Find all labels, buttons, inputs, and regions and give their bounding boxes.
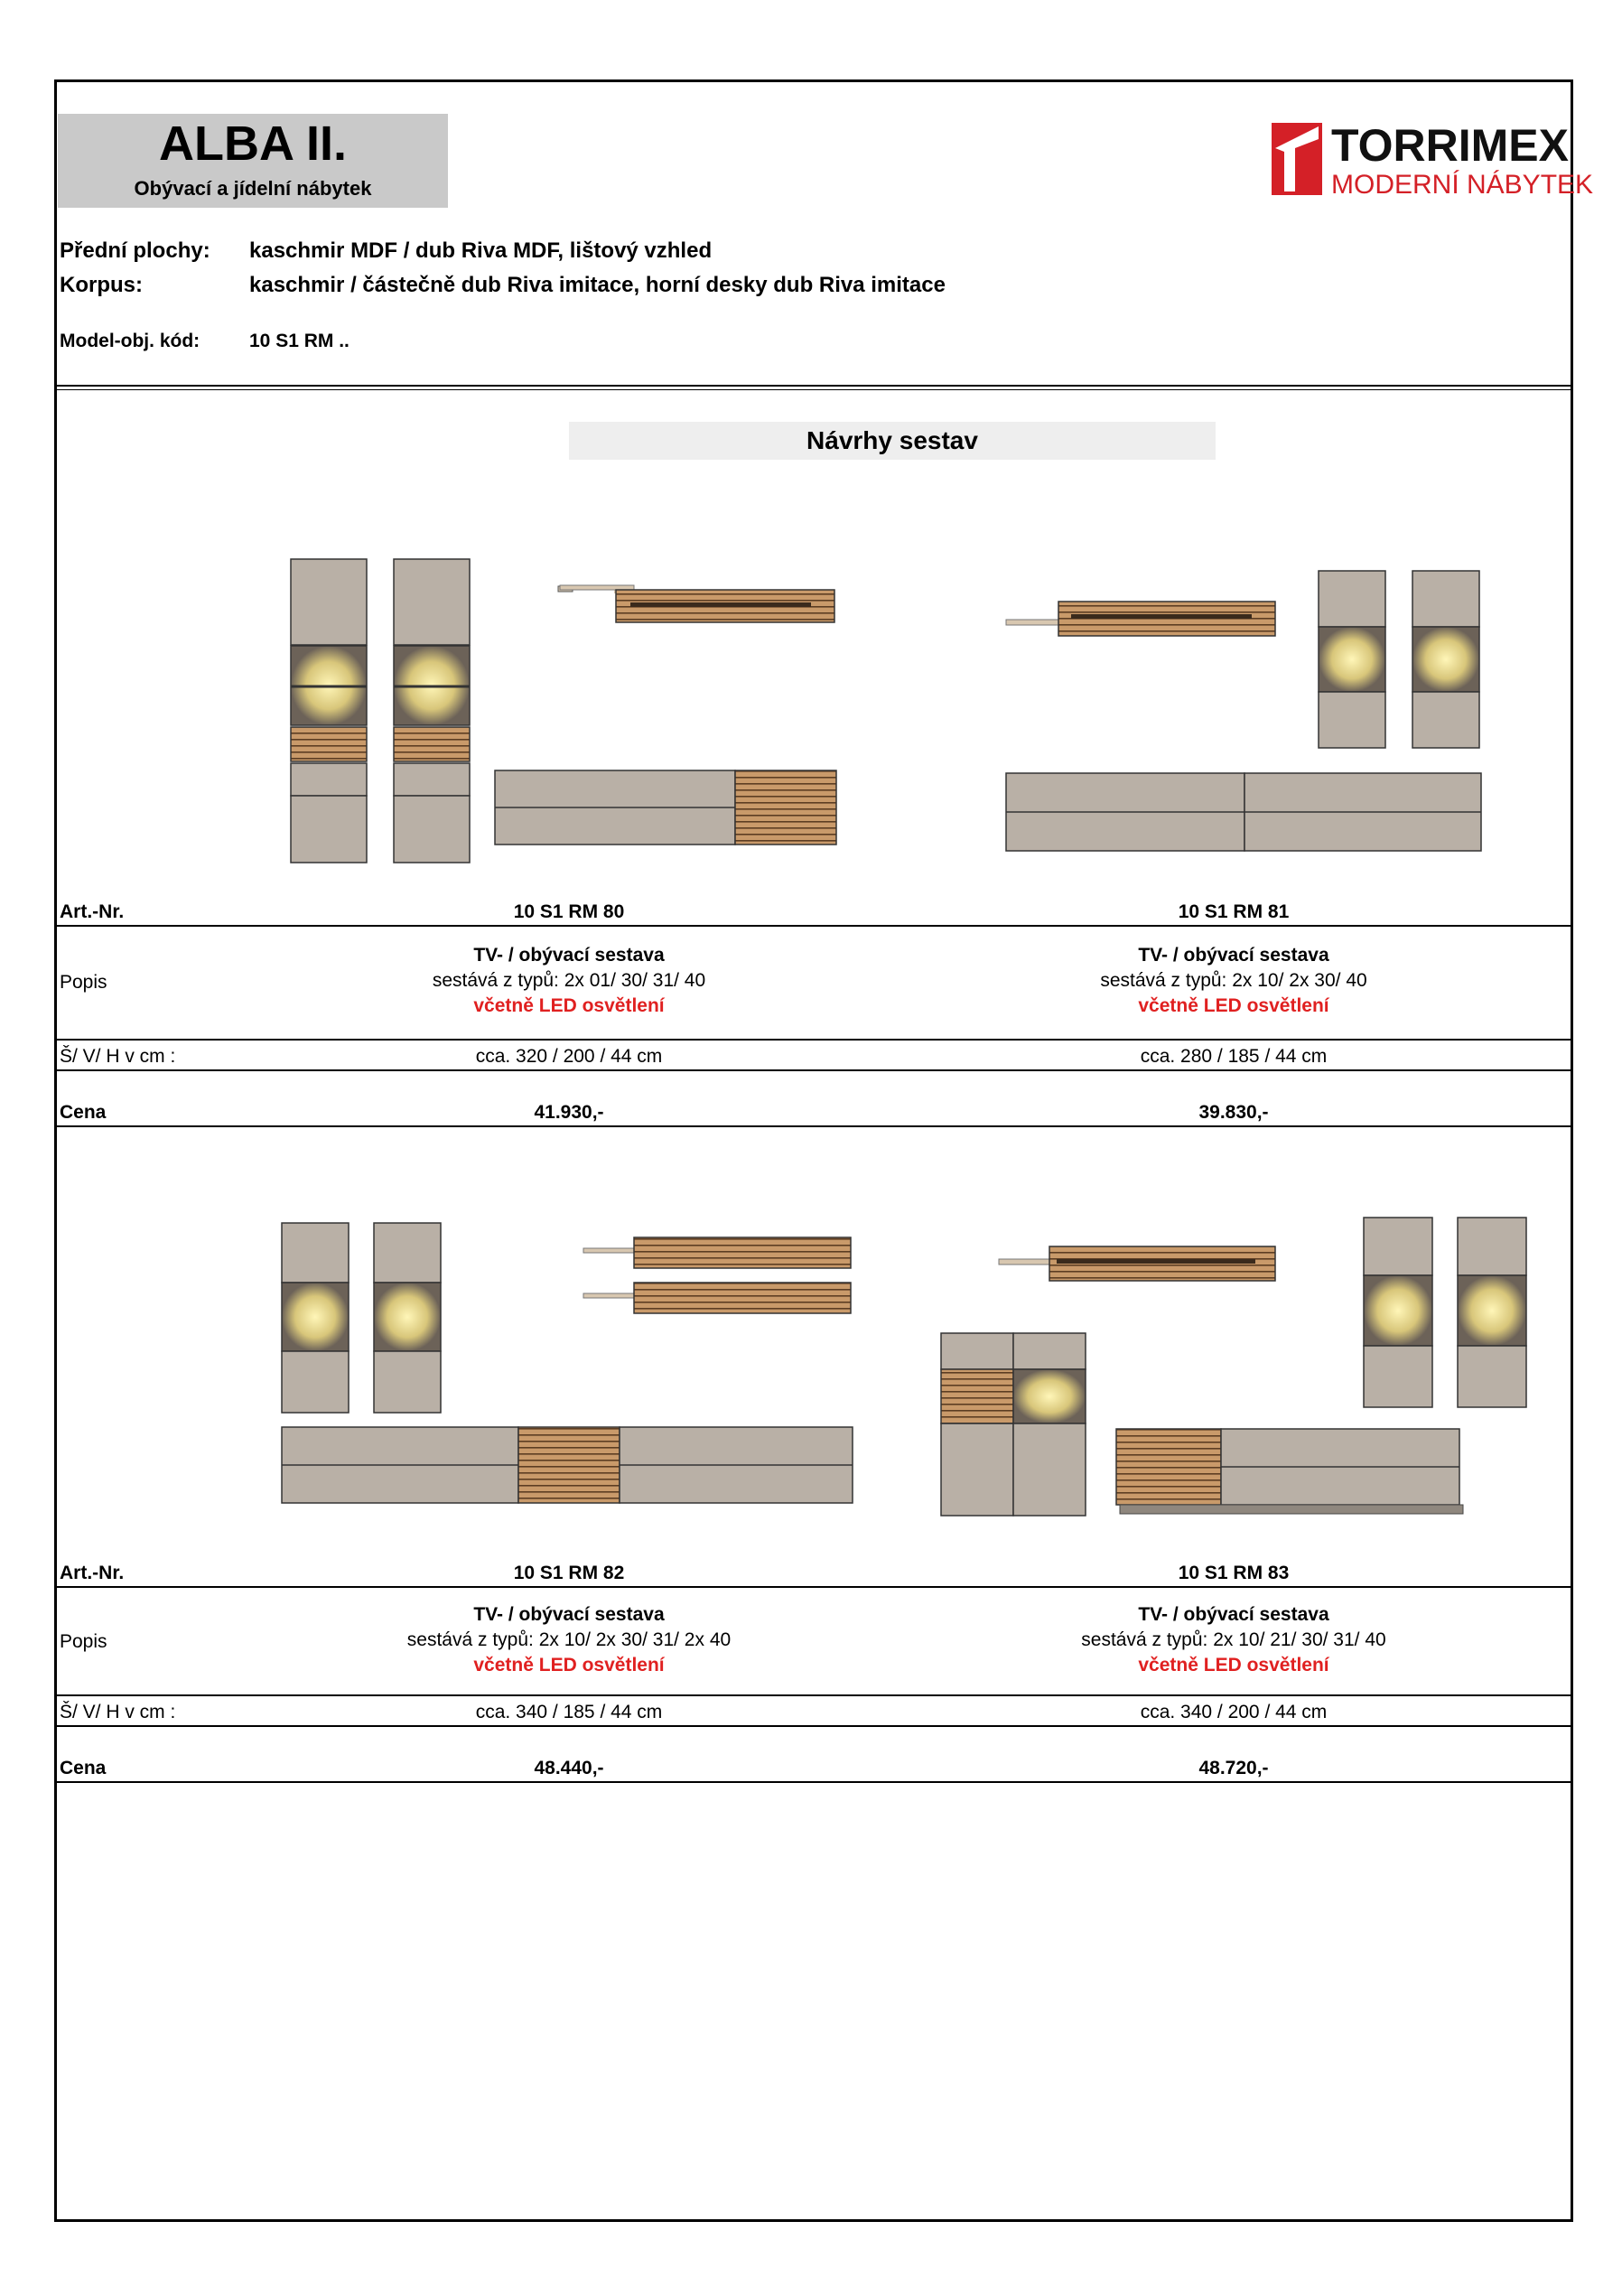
row-divider (54, 1125, 1573, 1127)
dims-label-1: Š/ V/ H v cm : (60, 1046, 176, 1067)
desc-label-2: Popis (60, 1631, 107, 1652)
set-82-drawing (278, 1219, 858, 1513)
set-80-led: včetně LED osvětlení (473, 995, 665, 1016)
set-81-art: 10 S1 RM 81 (1178, 901, 1290, 922)
set-80-art: 10 S1 RM 80 (513, 901, 625, 922)
desc-label-1: Popis (60, 972, 107, 993)
set-82-price: 48.440,- (534, 1758, 604, 1778)
page-frame (54, 79, 1573, 2222)
row-divider (54, 1725, 1573, 1727)
row-divider (54, 1781, 1573, 1783)
set-83-type: TV- / obývací sestava (1138, 1604, 1329, 1625)
set-81-led: včetně LED osvětlení (1138, 995, 1329, 1016)
front-label: Přední plochy: (60, 238, 210, 263)
dims-label-2: Š/ V/ H v cm : (60, 1702, 176, 1722)
model-label: Model-obj. kód: (60, 331, 200, 351)
set-80-drawing (287, 555, 847, 872)
set-81-price: 39.830,- (1198, 1102, 1269, 1123)
hanging-vitrine-1 (1319, 571, 1385, 748)
set-81-dims: cca. 280 / 185 / 44 cm (1140, 1046, 1328, 1067)
hanging-vitrine-2 (1458, 1218, 1526, 1407)
price-label-1: Cena (60, 1102, 107, 1123)
set-80-dims: cca. 320 / 200 / 44 cm (475, 1046, 663, 1067)
brand-logo (1272, 120, 1594, 202)
set-82-led: včetně LED osvětlení (473, 1655, 665, 1675)
highboard (941, 1333, 1086, 1516)
row-divider (54, 1069, 1573, 1071)
set-83-led: včetně LED osvětlení (1138, 1655, 1329, 1675)
set-81-type: TV- / obývací sestava (1138, 945, 1329, 966)
body-value: kaschmir / částečně dub Riva imitace, horní desky dub Riva imitace (249, 273, 946, 297)
set-83-price: 48.720,- (1198, 1758, 1269, 1778)
brand-tagline-text: MODERNÍ NÁBYTEK (1331, 170, 1594, 200)
header-divider-2 (54, 389, 1573, 390)
set-80-type: TV- / obývací sestava (473, 945, 665, 966)
section-title: Návrhy sestav (569, 422, 1216, 460)
hanging-vitrine-2 (1412, 571, 1479, 748)
row-divider (54, 1039, 1573, 1041)
product-subtitle: Obývací a jídelní nábytek (134, 177, 372, 200)
set-83-dims: cca. 340 / 200 / 44 cm (1140, 1702, 1328, 1722)
set-81-composition: sestává z typů: 2x 10/ 2x 30/ 40 (1100, 970, 1367, 991)
hanging-vitrine-1 (1364, 1218, 1432, 1407)
set-82-art: 10 S1 RM 82 (513, 1563, 625, 1583)
brand-name-text: TORRIMEX (1331, 120, 1569, 171)
body-label: Korpus: (60, 273, 143, 297)
model-value: 10 S1 RM .. (249, 331, 350, 351)
price-label-2: Cena (60, 1758, 107, 1778)
set-83-composition: sestává z typů: 2x 10/ 21/ 30/ 31/ 40 (1081, 1629, 1386, 1650)
row-divider (54, 1586, 1573, 1588)
product-title: ALBA II. (159, 117, 347, 171)
hanging-vitrine-2 (374, 1223, 441, 1413)
set-83-art: 10 S1 RM 83 (1178, 1563, 1290, 1583)
set-83-drawing (939, 1214, 1535, 1526)
vitrine-right (394, 559, 470, 863)
set-80-price: 41.930,- (534, 1102, 604, 1123)
row-divider (54, 1694, 1573, 1696)
hanging-vitrine-1 (282, 1223, 349, 1413)
art-label-2: Art.-Nr. (60, 1563, 125, 1583)
row-divider (54, 925, 1573, 927)
front-value: kaschmir MDF / dub Riva MDF, lištový vzhled (249, 238, 713, 263)
art-label-1: Art.-Nr. (60, 901, 125, 922)
set-80-composition: sestává z typů: 2x 01/ 30/ 31/ 40 (432, 970, 706, 991)
set-82-type: TV- / obývací sestava (473, 1604, 665, 1625)
header-divider (54, 385, 1573, 387)
vitrine-left (291, 559, 367, 863)
set-82-composition: sestává z typů: 2x 10/ 2x 30/ 31/ 2x 40 (406, 1629, 732, 1650)
set-82-dims: cca. 340 / 185 / 44 cm (475, 1702, 663, 1722)
set-81-drawing (1006, 567, 1485, 861)
